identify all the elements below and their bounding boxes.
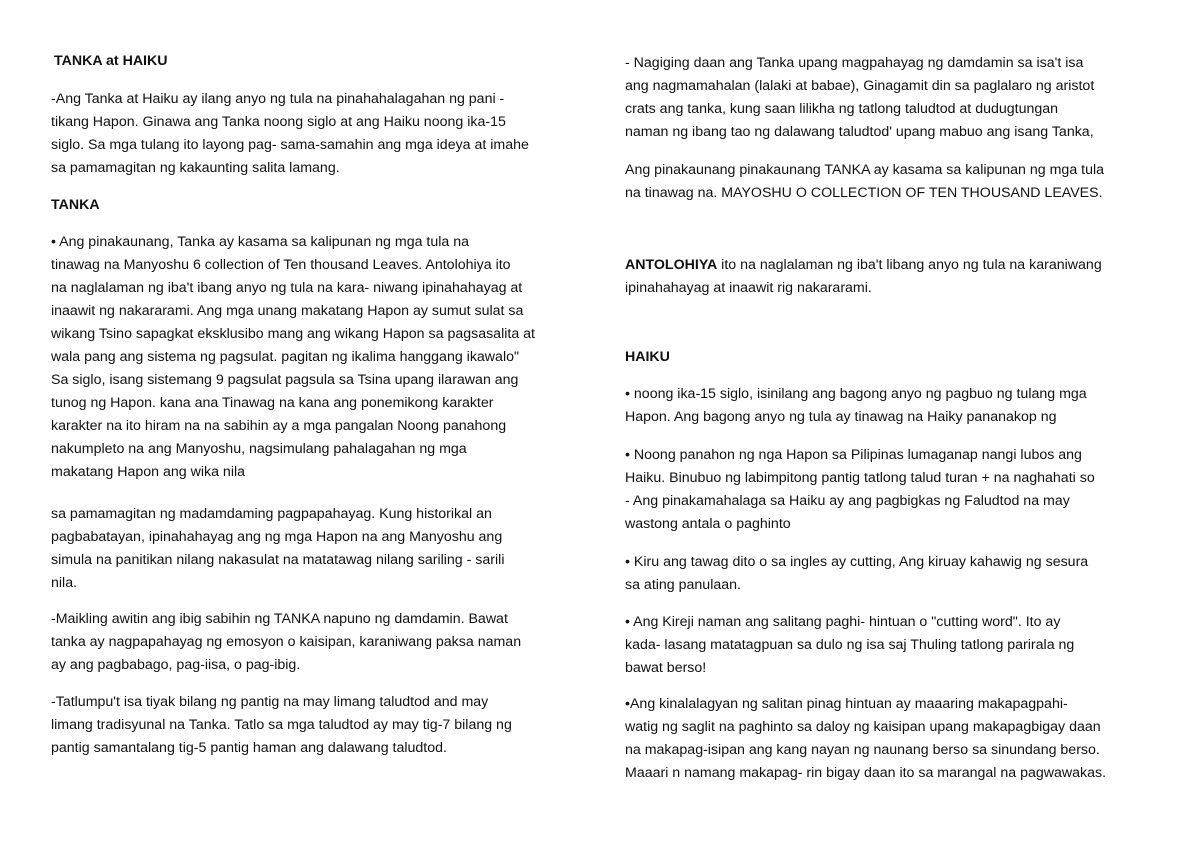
- text-line: • Ang pinakaunang, Tanka ay kasama sa kalipunan ng mga tula na: [51, 234, 470, 250]
- text-line: na tinawag na. MAYOSHU O COLLECTION OF TEN THOUSAND LEAVES.: [625, 185, 1103, 201]
- text-line: nila.: [51, 575, 78, 591]
- text-line: siglo. Sa mga tulang ito layong pag- sama-samahin ang mga ideya at imahe: [51, 137, 529, 153]
- text-line: tunog ng Hapon. kana ana Tinawag na kana ang ponemikong karakter: [51, 395, 494, 411]
- text-line: wastong antala o paghinto: [625, 516, 791, 532]
- text-line: • Kiru ang tawag dito o sa ingles ay cutting, Ang kiruay kahawig ng sesura: [625, 554, 1089, 570]
- text-line: Ang pinakaunang pinakaunang TANKA ay kasama sa kalipunan ng mga tula: [625, 162, 1105, 178]
- text-line: pantig samantalang tig-5 pantig haman ang dalawang taludtod.: [51, 740, 447, 756]
- text-line: crats ang tanka, kung saan lilikha ng tatlong taludtod at dudugtungan: [625, 101, 1059, 117]
- text-line: wikang Tsino sapagkat eksklusibo mang ang wikang Hapon sa pagsasalita at: [51, 326, 535, 342]
- text-line: - Ang pinakamahalaga sa Haiku ay ang pagbigkas ng Faludtod na may: [625, 493, 1070, 509]
- text-line: wala pang ang sistema ng pagsulat. pagitan ng ikalima hanggang ikawalo": [51, 349, 520, 365]
- text-line: makatang Hapon ang wika nila: [51, 464, 246, 480]
- text-line: -Ang Tanka at Haiku ay ilang anyo ng tula na pinahahalagahan ng pani -: [51, 91, 505, 107]
- text-line: na makapag-isipan ang kang nayan ng naunang berso sa sinundang berso.: [625, 742, 1100, 758]
- haiku-heading: HAIKU: [625, 349, 670, 365]
- text-line: naman ng ibang tao ng dalawang taludtod' upang mabuo ang isang Tanka,: [625, 124, 1094, 140]
- text-line: tinawag na Manyoshu 6 collection of Ten thousand Leaves. Antolohiya ito: [51, 257, 511, 273]
- text-line: sa pamamagitan ng madamdaming pagpapahayag. Kung historikal an: [51, 506, 492, 522]
- text-line: Haiku. Binubuo ng labimpitong pantig tatlong talud turan + na naghahati so: [625, 470, 1095, 486]
- text-line: [625, 256, 1102, 274]
- text-line: -Tatlumpu't isa tiyak bilang ng pantig na may limang taludtod and may: [51, 694, 489, 710]
- text-line: watig ng saglit na paghinto sa daloy ng kaisipan upang makapagbigay daan: [625, 719, 1101, 735]
- text-line: simula na panitikan nilang nakasulat na matatawag nilang sariling - sarili: [51, 552, 505, 568]
- text-line: ipinahahayag at inaawit rig nakararami.: [625, 280, 872, 296]
- text-line: nakumpleto na ang Manyoshu, nagsimulang pahalagahan ng mga: [51, 441, 467, 457]
- text-line: karakter na ito hiram na na sabihin ay a mga pangalan Noong panahong: [51, 418, 507, 434]
- text-line: pagbabatayan, ipinahahayag ang ng mga Hapon na ang Manyoshu ang: [51, 529, 503, 545]
- text-line: tanka ay nagpapahayag ng emosyon o kaisipan, karaniwang paksa naman: [51, 634, 522, 650]
- text-line: -Maikling awitin ang ibig sabihin ng TANKA napuno ng damdamin. Bawat: [51, 611, 508, 627]
- text-line: • Ang Kireji naman ang salitang paghi- hintuan o "cutting word". Ito ay: [625, 614, 1061, 630]
- page-title: TANKA at HAIKU: [54, 53, 168, 69]
- text-line: ay ang pagbabago, pag-iisa, o pag-ibig.: [51, 657, 301, 673]
- text-line: sa pamamagitan ng kakaunting salita lamang.: [51, 160, 340, 176]
- text-line: na naglalaman ng iba't ibang anyo ng tula na kara- niwang ipinahahayag at: [51, 280, 523, 296]
- text-line: inaawit ng nakararami. Ang mga unang makatang Hapon ay sumut sulat sa: [51, 303, 524, 319]
- tanka-heading: TANKA: [51, 197, 100, 213]
- text-line: sa ating panulaan.: [625, 577, 741, 593]
- text-line: limang tradisyunal na Tanka. Tatlo sa mga taludtod ay may tig-7 bilang ng: [51, 717, 512, 733]
- text-line: •Ang kinalalagyan ng salitan pinag hintuan ay maaaring makapagpahi-: [625, 696, 1068, 712]
- text-line: • Noong panahon ng nga Hapon sa Pilipinas lumaganap nangi lubos ang: [625, 447, 1082, 463]
- antolohiya-term: ANTOLOHIYA: [625, 257, 718, 273]
- text-line: ang nagmamahalan (lalaki at babae), Ginagamit din sa paglalaro ng aristot: [625, 78, 1095, 94]
- text-line: Sa siglo, isang sistemang 9 pagsulat pagsula sa Tsina upang ilarawan ang: [51, 372, 519, 388]
- antolohiya-definition: ito na naglalaman ng iba't libang anyo ng tula na karaniwang: [717, 257, 1102, 273]
- text-line: tikang Hapon. Ginawa ang Tanka noong siglo at ang Haiku noong ika-15: [51, 114, 506, 130]
- text-line: • noong ika-15 siglo, isinilang ang bagong anyo ng pagbuo ng tulang mga: [625, 386, 1087, 402]
- text-line: kada- lasang matatagpuan sa dulo ng isa saj Thuling tatlong parirala ng: [625, 637, 1075, 653]
- text-line: - Nagiging daan ang Tanka upang magpahayag ng damdamin sa isa't isa: [625, 55, 1084, 71]
- text-line: bawat berso!: [625, 660, 707, 676]
- text-line: Hapon. Ang bagong anyo ng tula ay tinawag na Haiky pananakop ng: [625, 409, 1057, 425]
- text-line: Maaari n namang makapag- rin bigay daan ito sa marangal na pagwawakas.: [625, 765, 1107, 781]
